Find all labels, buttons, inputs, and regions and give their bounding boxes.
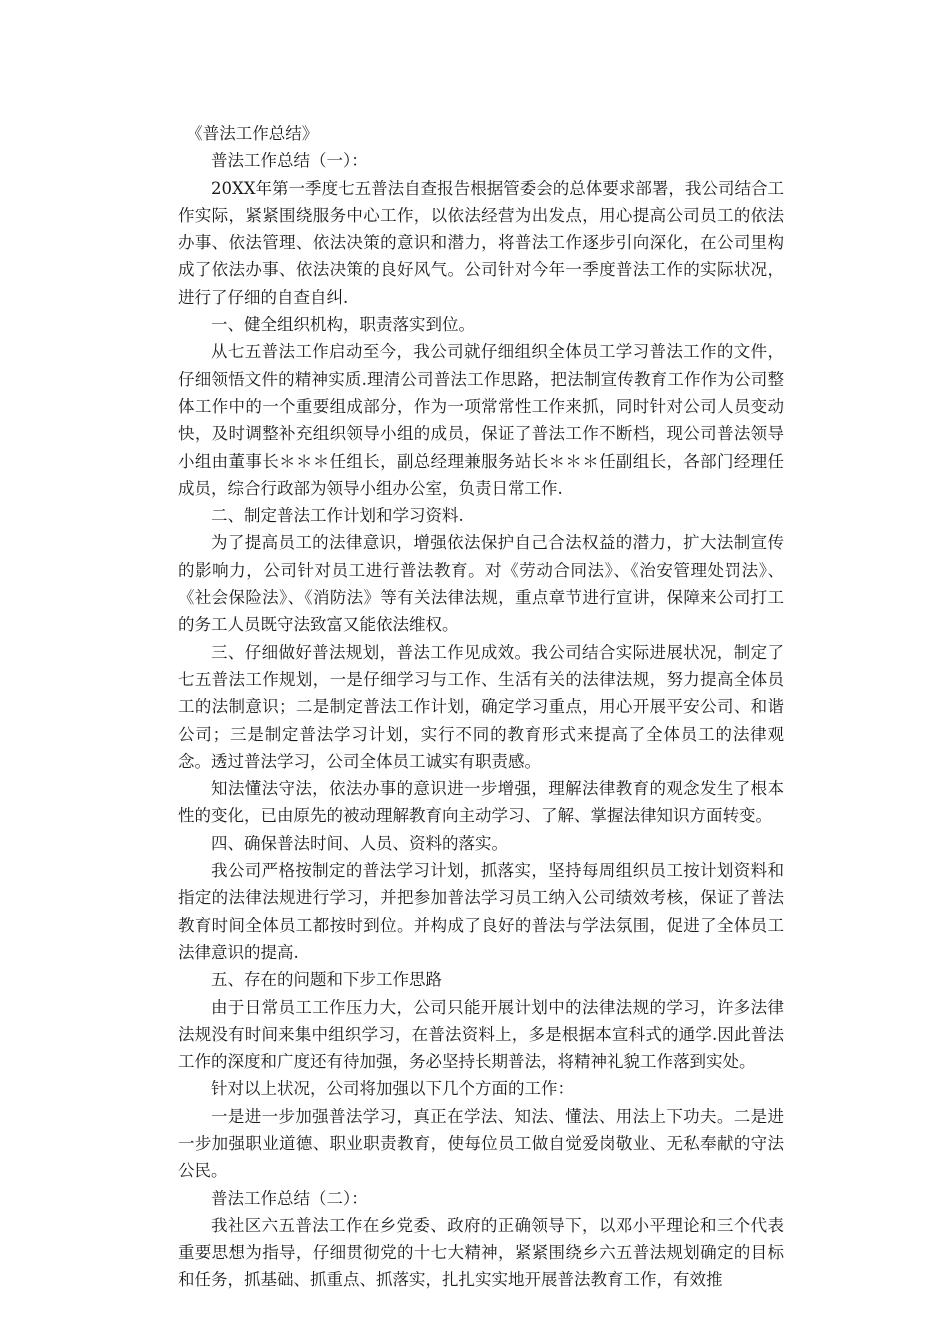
paragraph: 一是进一步加强普法学习，真正在学法、知法、懂法、用法上下功夫。二是进一步加强职业道德、职业职责教育，使每位员工做自觉爱岗敬业、无私奉献的守法公民。	[178, 1106, 784, 1181]
paragraph: 针对以上状况，公司将加强以下几个方面的工作：	[211, 1079, 574, 1099]
paragraph: 普法工作总结（一）：	[211, 151, 368, 171]
paragraph: 四、确保普法时间、人员、资料的落实。	[211, 833, 508, 853]
paragraph: 我公司严格按制定的普法学习计划，抓落实，坚持每周组织员工按计划资料和指定的法律法规进行学习，并把参加普法学习员工纳入公司绩效考核，保证了普法教育时间全体员工都按时到位。并构成了良好的普法与学法氛围，促进了全体员工法律意识的提高.	[178, 861, 784, 962]
paragraph: 普法工作总结（二）：	[211, 1188, 368, 1208]
paragraph: 由于日常员工工作压力大，公司只能开展计划中的法律法规的学习，许多法律法规没有时间来集中组织学习，在普法资料上，多是根据本宣科式的通学.因此普法工作的深度和广度还有待加强，务必坚持长期普法，将精神礼貌工作落到实处。	[178, 997, 784, 1072]
paragraph: 五、存在的问题和下步工作思路	[211, 970, 442, 990]
paragraph: 三、仔细做好普法规划，普法工作见成效。我公司结合实际进展状况，制定了七五普法工作规划，一是仔细学习与工作、生活有关的法律法规，努力提高全体员工的法制意识；二是制定普法工作计划，确定学习重点，用心开展平安公司、和谐公司；三是制定普法学习计划，实行不同的教育形式来提高了全体员工的法律观念。透过普法学习，公司全体员工诚实有职责感。	[178, 642, 784, 771]
paragraph: 一、健全组织机构，职责落实到位。	[211, 315, 475, 335]
paragraph: 为了提高员工的法律意识，增强依法保护自己合法权益的潜力，扩大法制宣传的影响力，公司针对员工进行普法教育。对《劳动合同法》、《治安管理处罚法》、《社会保险法》、《消防法》等有关法律法规，重点章节进行宣讲，保障来公司打工的务工人员既守法致富又能依法维权。	[178, 533, 784, 635]
document-body	[178, 120, 784, 1294]
paragraph: 我社区六五普法工作在乡党委、政府的正确领导下，以邓小平理论和三个代表重要思想为指导，仔细贯彻党的十七大精神，紧紧围绕乡六五普法规划确定的目标和任务，抓基础、抓重点、抓落实，扎扎实实地开展普法教育工作，有效推	[178, 1215, 784, 1290]
paragraph: 20XX年第一季度七五普法自查报告根据管委会的总体要求部署，我公司结合工作实际，紧紧围绕服务中心工作，以依法经营为出发点，用心提高公司员工的依法办事、依法管理、依法决策的意识和潜力，将普法工作逐步引向深化，在公司里构成了依法办事、依法决策的良好风气。公司针对今年一季度普法工作的实际状况，进行了仔细的自查自纠.	[178, 178, 784, 307]
document-title: 《普法工作总结》	[186, 124, 319, 143]
paragraph: 二、制定普法工作计划和学习资料.	[211, 506, 464, 526]
paragraph: 知法懂法守法，依法办事的意识进一步增强，理解法律教育的观念发生了根本性的变化，已由原先的被动理解教育向主动学习、了解、掌握法律知识方面转变。	[178, 779, 784, 826]
paragraph: 从七五普法工作启动至今，我公司就仔细组织全体员工学习普法工作的文件，仔细领悟文件的精神实质.理清公司普法工作思路，把法制宣传教育工作作为公司整体工作中的一个重要组成部分，作为一项常常性工作来抓，同时针对公司人员变动快，及时调整补充组织领导小组的成员，保证了普法工作不断档，现公司普法领导小组由董事长＊＊＊任组长，副总经理兼服务站长＊＊＊任副组长，各部门经理任成员，综合行政部为领导小组办公室，负责日常工作.	[178, 342, 784, 498]
